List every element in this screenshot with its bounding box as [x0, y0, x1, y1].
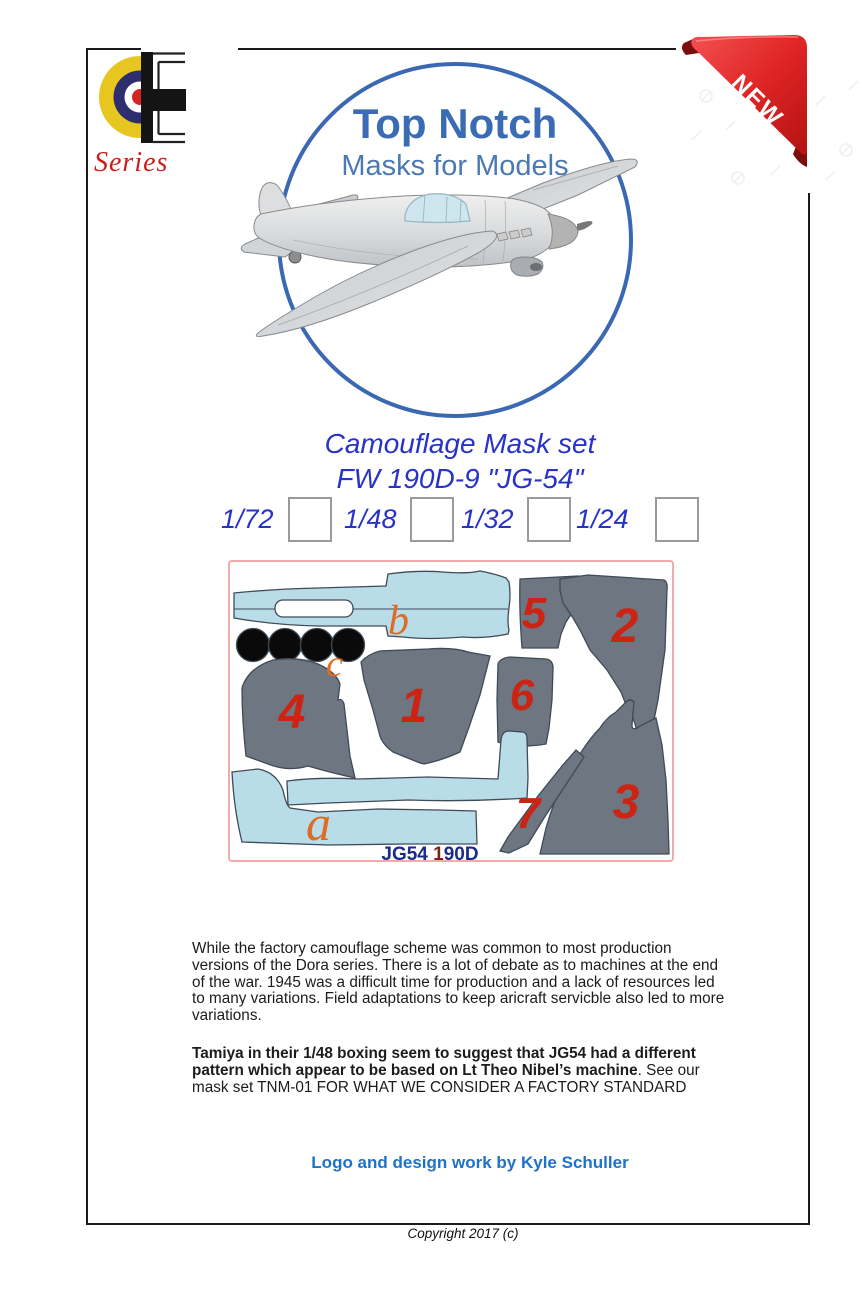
- new-badge-sticker: [676, 10, 862, 193]
- mask-label-5: 5: [521, 589, 547, 638]
- scale-label-1-48: 1/48: [344, 504, 397, 534]
- propeller-blade: [577, 221, 592, 231]
- mask-label-b: b: [388, 598, 409, 644]
- cross-horizontal-bar: [153, 89, 186, 111]
- mask-label-1: 1: [400, 680, 428, 733]
- scale-label-1-24: 1/24: [576, 504, 629, 534]
- para2-line2: pattern which appear to be based on Lt Theo Nibel’s machine. See our: [192, 1061, 700, 1079]
- spinner: [548, 214, 578, 249]
- mask-label-4: 4: [278, 686, 306, 739]
- scale-option-1-24: [576, 497, 699, 542]
- product-title: Camouflage Mask set: [324, 428, 596, 459]
- para1-line3: of the war. 1945 was a difficult time for production and a lack of resources led: [192, 973, 715, 991]
- product-subtitle: FW 190D-9 "JG-54": [336, 463, 584, 494]
- scale-label-1-72: 1/72: [221, 504, 274, 534]
- mask-label-c: c: [326, 643, 343, 685]
- para1-line5: variations.: [192, 1007, 262, 1025]
- para1-line4: to many variations. Field adaptations to keep aricraft servicble also led to more: [192, 990, 725, 1008]
- scale-checkbox-1-32[interactable]: [527, 497, 571, 542]
- para2-line1: Tamiya in their 1/48 boxing seem to suggest that JG54 had a different: [192, 1045, 696, 1062]
- mask-sheet-diagram: [228, 560, 674, 862]
- scale-option-1-72: [221, 497, 332, 542]
- series-label: Series: [94, 147, 169, 178]
- brand-title: Top Notch: [352, 100, 558, 147]
- scale-checkbox-1-72[interactable]: [288, 497, 332, 542]
- scale-checkbox-1-24[interactable]: [655, 497, 699, 542]
- copyright-notice: Copyright 2017 (c): [407, 1226, 519, 1241]
- series-roundel-logo: [88, 40, 238, 158]
- mask-label-3: 3: [612, 776, 640, 829]
- design-credit: Logo and design work by Kyle Schuller: [311, 1153, 629, 1172]
- new-badge-graphic: [676, 10, 862, 193]
- scale-label-1-32: 1/32: [461, 504, 514, 534]
- sheet-id-text: JG54 190D: [381, 844, 479, 862]
- mask-label-7: 7: [515, 789, 541, 838]
- para1-line2: versions of the Dora series. There is a lot of debate as to machines at the end: [192, 956, 719, 974]
- scale-option-1-48: [344, 497, 454, 542]
- aircraft-illustration: [233, 145, 653, 345]
- mask-label-2: 2: [611, 600, 639, 653]
- scale-option-1-32: [461, 497, 571, 542]
- radiator-intake: [530, 263, 542, 271]
- new-badge-label: NEW: [725, 69, 789, 133]
- description-paragraph-1: [192, 941, 732, 1025]
- mask-label-6: 6: [509, 671, 535, 720]
- para2-line3: mask set TNM-01 FOR WHAT WE CONSIDER A FACTORY STANDARD: [192, 1078, 687, 1096]
- brand-subtitle: Masks for Models: [341, 150, 569, 182]
- mask-piece-b-cutout: [275, 600, 353, 617]
- para1-line1: While the factory camouflage scheme was common to most production: [192, 940, 672, 957]
- description-paragraph-2: [192, 1046, 732, 1096]
- cross-vertical-bar: [141, 52, 153, 143]
- scale-checkbox-1-48[interactable]: [410, 497, 454, 542]
- mask-label-a: a: [306, 795, 331, 851]
